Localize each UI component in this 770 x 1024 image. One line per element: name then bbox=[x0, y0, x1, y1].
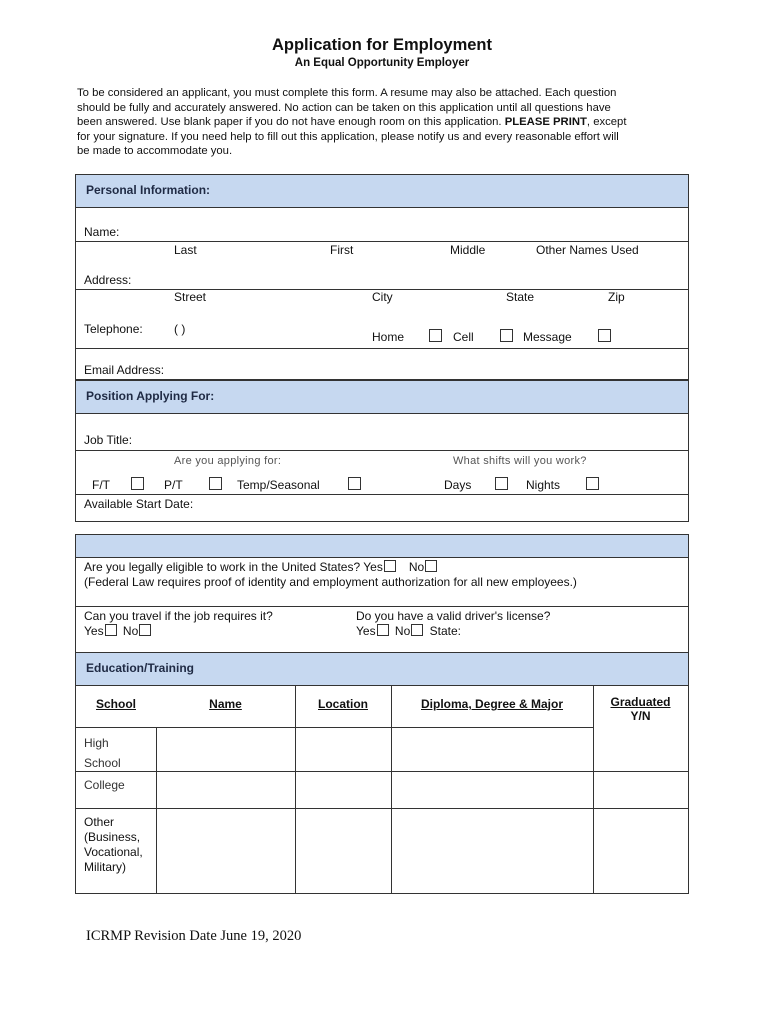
days-checkbox[interactable] bbox=[495, 477, 508, 490]
personal-info-header bbox=[76, 175, 688, 208]
address-city-caption: City bbox=[372, 290, 393, 304]
row-label: School bbox=[84, 756, 121, 770]
col-header-school: School bbox=[95, 697, 136, 711]
row-label: Other bbox=[84, 815, 115, 829]
legal-eligibility-question bbox=[84, 560, 440, 574]
applying-for-question: Are you applying for: bbox=[174, 455, 282, 467]
full-time-checkbox[interactable] bbox=[131, 477, 144, 490]
name-first-caption: First bbox=[330, 243, 354, 257]
page-title: Application for Employment bbox=[271, 36, 492, 54]
phone-home-label: Home bbox=[372, 330, 405, 344]
phone-cell-checkbox[interactable] bbox=[500, 329, 513, 342]
part-time-label: P/T bbox=[164, 478, 183, 492]
legal-no-checkbox[interactable] bbox=[425, 560, 437, 572]
row-label: Vocational, bbox=[84, 845, 143, 859]
travel-question: Can you travel if the job requires it? bbox=[84, 609, 273, 623]
legal-no-label: No bbox=[408, 560, 425, 574]
intro-line bbox=[77, 115, 689, 130]
license-state-label: State: bbox=[429, 624, 461, 638]
license-yes-checkbox[interactable] bbox=[377, 624, 389, 636]
name-line[interactable] bbox=[76, 241, 688, 242]
name-label: Name: bbox=[84, 225, 120, 239]
nights-checkbox[interactable] bbox=[586, 477, 599, 490]
phone-message-label: Message bbox=[523, 330, 572, 344]
intro-line: be made to accommodate you. bbox=[77, 145, 233, 157]
license-answers bbox=[356, 624, 461, 638]
part-time-checkbox[interactable] bbox=[209, 477, 222, 490]
table-row-line bbox=[76, 771, 688, 772]
phone-cell-label: Cell bbox=[453, 330, 474, 344]
row-label: High bbox=[84, 736, 109, 750]
address-label: Address: bbox=[84, 273, 132, 287]
personal-position-section bbox=[75, 174, 689, 522]
education-table bbox=[76, 685, 688, 893]
travel-yes-checkbox[interactable] bbox=[105, 624, 117, 636]
row-label: Military) bbox=[84, 860, 126, 874]
col-header-name: Name bbox=[209, 697, 242, 711]
table-header-line bbox=[76, 727, 593, 728]
license-question: Do you have a valid driver's license? bbox=[356, 609, 551, 623]
intro-text: , except bbox=[586, 116, 627, 128]
name-last-caption: Last bbox=[174, 243, 197, 257]
license-yes-label: Yes bbox=[356, 624, 376, 638]
travel-no-label: No bbox=[122, 624, 139, 638]
nights-label: Nights bbox=[526, 478, 561, 492]
eligibility-education-section bbox=[75, 534, 689, 894]
col-header-yn: Y/N bbox=[630, 709, 651, 723]
license-no-label: No bbox=[394, 624, 411, 638]
page-subtitle: An Equal Opportunity Employer bbox=[294, 57, 470, 69]
address-zip-caption: Zip bbox=[608, 290, 625, 304]
other-names-caption: Other Names Used bbox=[536, 243, 639, 257]
eligibility-divider bbox=[76, 606, 688, 607]
phone-message-checkbox[interactable] bbox=[598, 329, 611, 342]
eligibility-header bbox=[76, 535, 688, 558]
name-middle-caption: Middle bbox=[450, 243, 486, 257]
legal-yes-label: Yes bbox=[363, 560, 383, 574]
email-label: Email Address: bbox=[84, 363, 165, 377]
position-header bbox=[76, 380, 688, 414]
address-street-caption: Street bbox=[174, 290, 207, 304]
temp-seasonal-checkbox[interactable] bbox=[348, 477, 361, 490]
please-print-emphasis: PLEASE PRINT bbox=[504, 116, 587, 128]
legal-question-text: Are you legally eligible to work in the United States? bbox=[84, 560, 361, 574]
table-row-high-school bbox=[84, 733, 121, 773]
intro-text: been answered. Use blank paper if you do not have enough room on this application. bbox=[77, 116, 502, 128]
shifts-question: What shifts will you work? bbox=[453, 455, 587, 467]
col-divider bbox=[391, 685, 392, 893]
travel-answers bbox=[84, 624, 154, 638]
education-header bbox=[76, 652, 688, 686]
federal-law-note: (Federal Law requires proof of identity and employment authorization for all new employees.) bbox=[84, 575, 577, 589]
days-label: Days bbox=[444, 478, 472, 492]
position-heading: Position Applying For: bbox=[86, 389, 215, 403]
education-heading: Education/Training bbox=[86, 661, 195, 675]
row-label: (Business, bbox=[84, 830, 141, 844]
telephone-label: Telephone: bbox=[84, 322, 143, 336]
full-time-label: F/T bbox=[92, 478, 110, 492]
col-header-diploma: Diploma, Degree & Major bbox=[420, 697, 564, 711]
travel-no-checkbox[interactable] bbox=[139, 624, 151, 636]
telephone-line bbox=[76, 348, 688, 349]
col-divider bbox=[295, 685, 296, 893]
personal-info-heading: Personal Information: bbox=[86, 183, 211, 197]
address-state-caption: State bbox=[506, 290, 535, 304]
intro-line: for your signature. If you need help to fill out this application, please notify us and every reasonable effort will bbox=[77, 130, 619, 143]
intro-line: should be fully and accurately answered. No action can be taken on this application until all questions have bbox=[77, 101, 611, 114]
start-date-label: Available Start Date: bbox=[84, 497, 194, 511]
table-row-other bbox=[84, 815, 143, 875]
revision-footer: ICRMP Revision Date June 19, 2020 bbox=[86, 928, 302, 944]
job-title-label: Job Title: bbox=[84, 433, 133, 447]
options-line bbox=[76, 494, 688, 495]
area-code-parens[interactable]: ( ) bbox=[174, 322, 186, 336]
phone-home-checkbox[interactable] bbox=[429, 329, 442, 342]
intro-paragraph bbox=[77, 86, 689, 159]
travel-yes-label: Yes bbox=[84, 624, 104, 638]
intro-line: To be considered an applicant, you must complete this form. A resume may also be attached. Each question bbox=[77, 87, 617, 99]
col-divider bbox=[156, 727, 157, 893]
job-title-line[interactable] bbox=[76, 450, 688, 451]
temp-seasonal-label: Temp/Seasonal bbox=[237, 478, 320, 492]
row-label: College bbox=[84, 778, 125, 792]
license-no-checkbox[interactable] bbox=[411, 624, 423, 636]
col-header-graduated: Graduated bbox=[610, 695, 671, 709]
legal-yes-checkbox[interactable] bbox=[384, 560, 396, 572]
col-header-location: Location bbox=[318, 697, 368, 711]
table-row-line bbox=[76, 808, 688, 809]
table-row-college bbox=[84, 778, 125, 793]
